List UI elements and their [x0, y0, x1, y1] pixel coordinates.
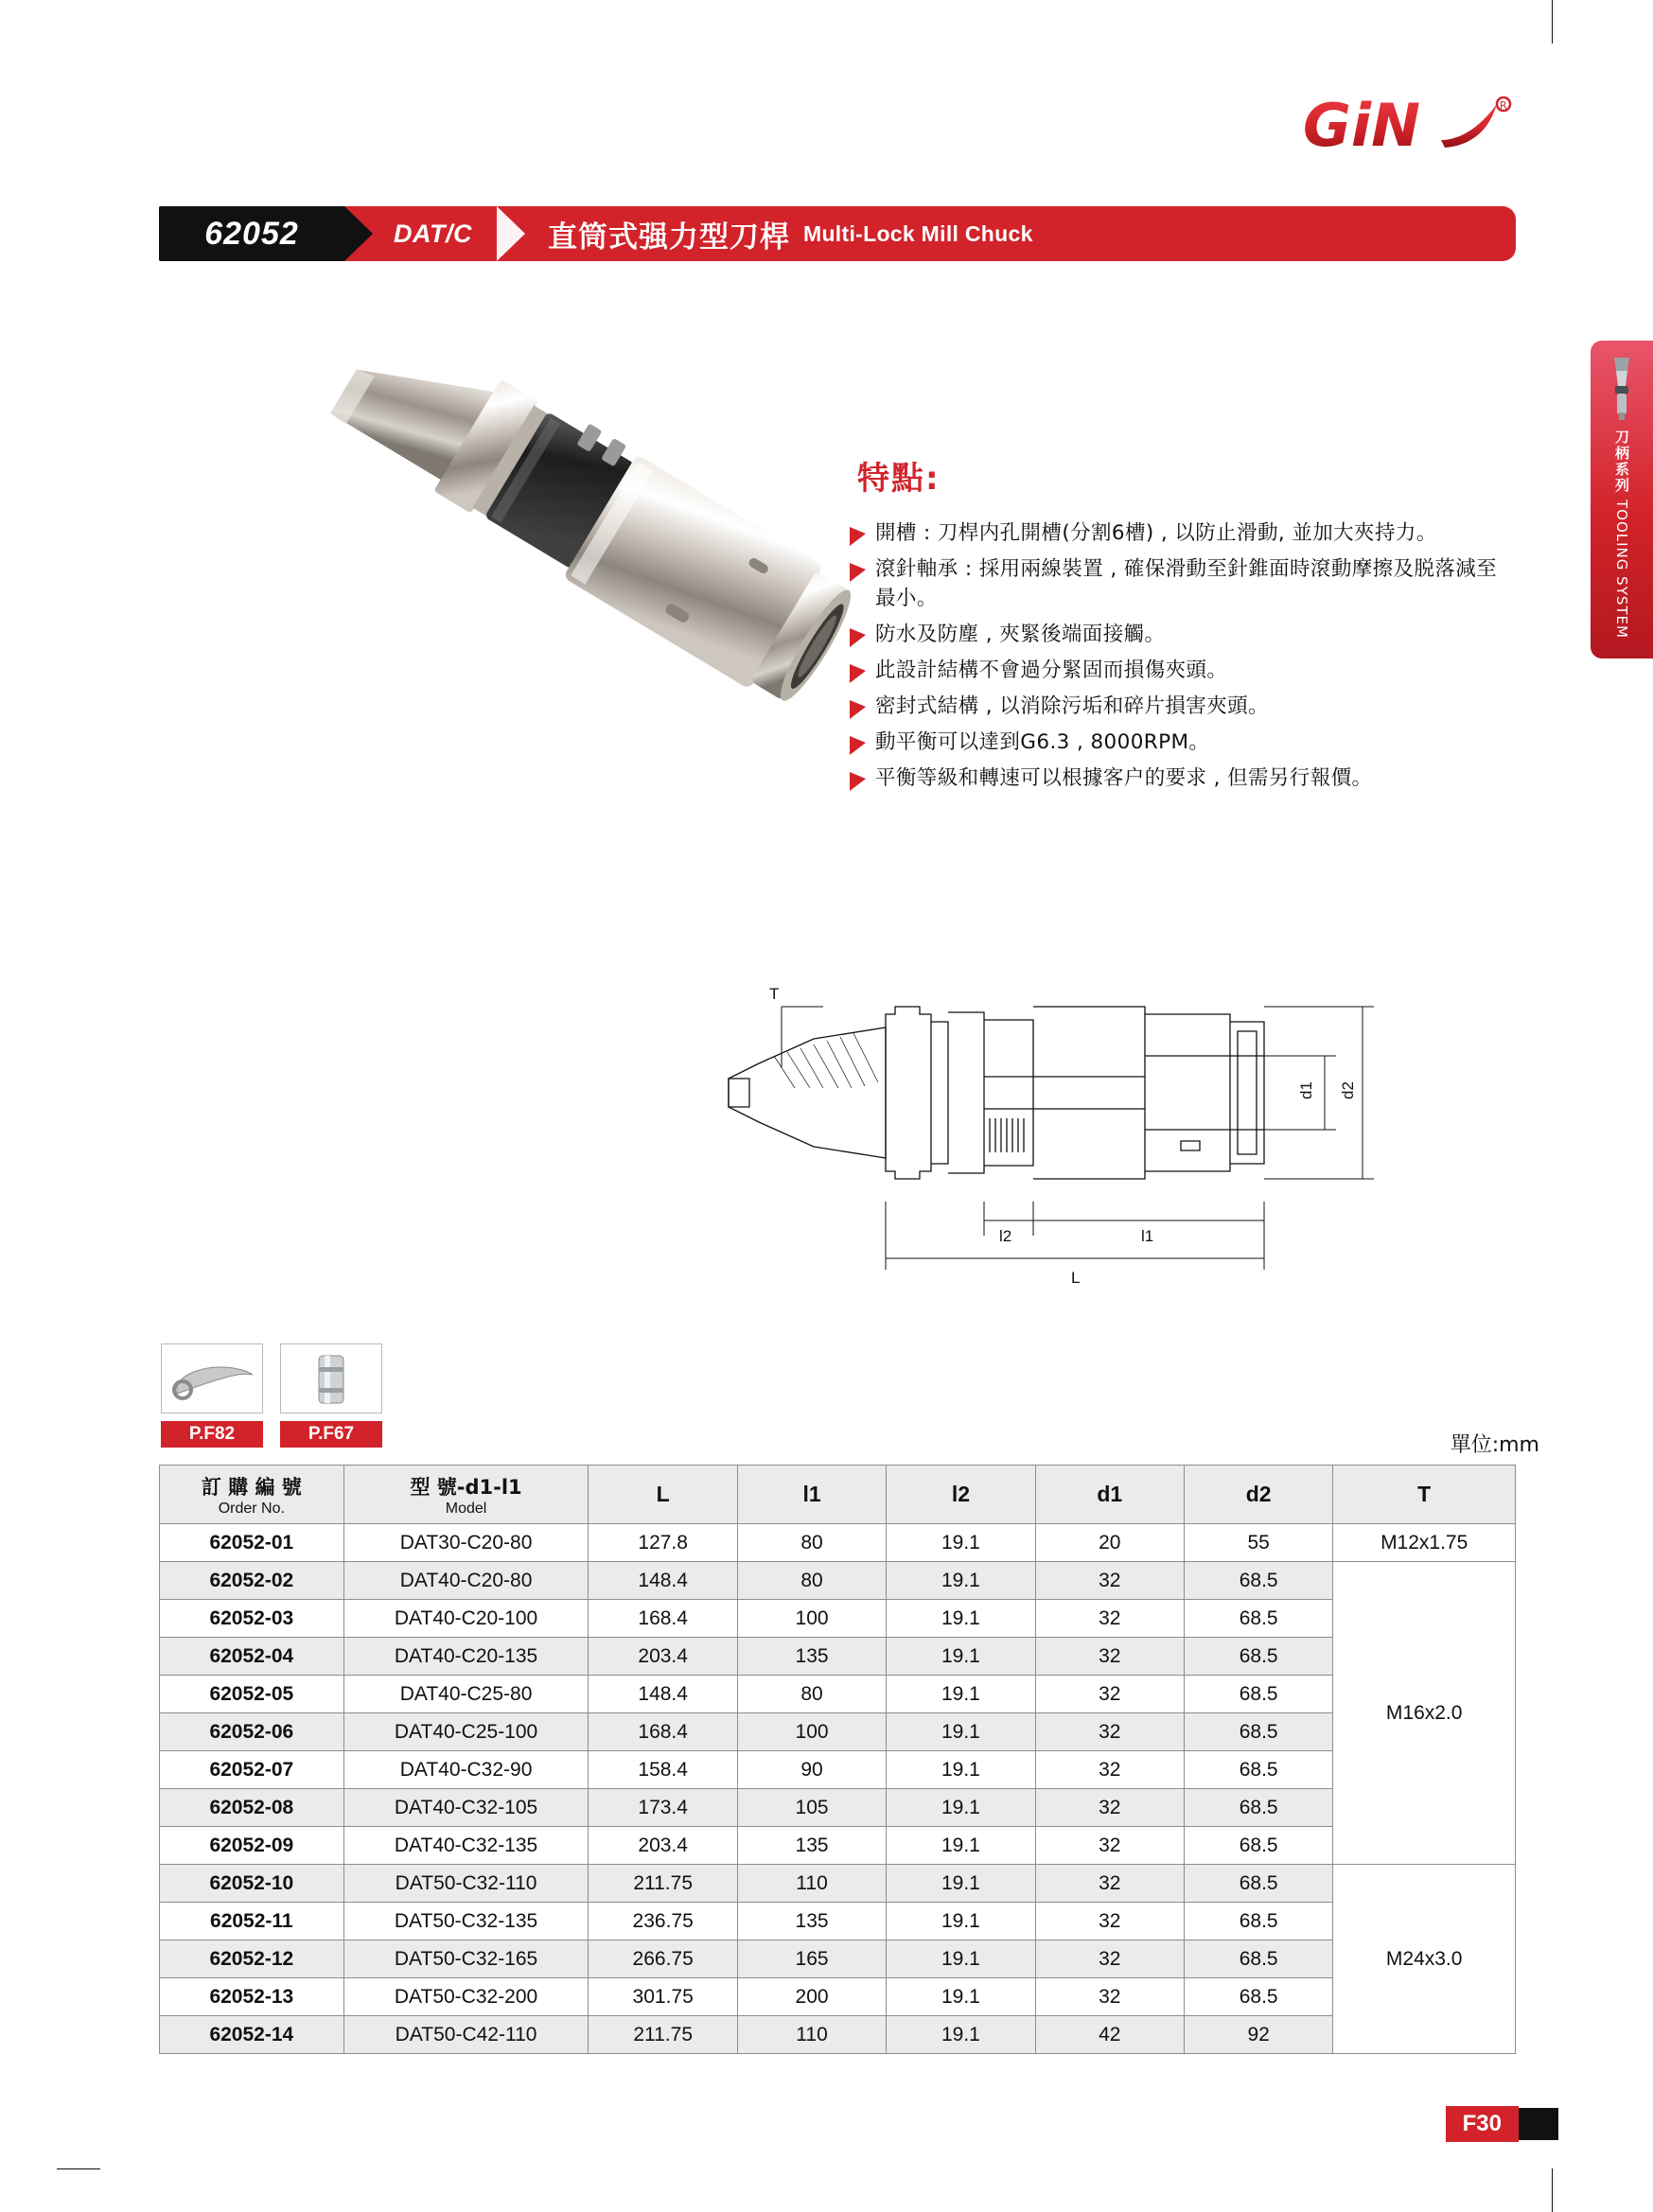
th-order-no: 訂 購 編 號 Order No. [160, 1466, 344, 1524]
th-d1: d1 [1035, 1466, 1184, 1524]
cell-d2: 68.5 [1184, 1940, 1332, 1978]
cell-d2: 68.5 [1184, 1789, 1332, 1827]
title-english: Multi-Lock Mill Chuck [803, 220, 1033, 246]
cell-L: 236.75 [589, 1903, 737, 1940]
cell-l2: 19.1 [887, 1713, 1035, 1751]
cell-d2: 68.5 [1184, 1600, 1332, 1638]
cell-l1: 80 [737, 1676, 886, 1713]
cell-l2: 19.1 [887, 1524, 1035, 1562]
cell-l2: 19.1 [887, 1903, 1035, 1940]
svg-text:d1: d1 [1297, 1081, 1315, 1099]
cell-model: DAT50-C32-110 [343, 1865, 589, 1903]
cell-d1: 32 [1035, 1676, 1184, 1713]
feature-text: 防水及防塵 , 夾緊後端面接觸。 [875, 623, 1166, 646]
accessories [161, 1343, 382, 1448]
cell-d1: 32 [1035, 1940, 1184, 1978]
bullet-icon [850, 736, 866, 755]
cell-order-no: 62052-08 [160, 1789, 344, 1827]
cell-order-no: 62052-10 [160, 1865, 344, 1903]
cell-T: M24x3.0 [1333, 1865, 1516, 2054]
cell-d2: 92 [1184, 2016, 1332, 2054]
cell-l2: 19.1 [887, 1751, 1035, 1789]
cell-l2: 19.1 [887, 1600, 1035, 1638]
cell-model: DAT40-C25-80 [343, 1676, 589, 1713]
cell-T: M16x2.0 [1333, 1562, 1516, 1865]
cell-model: DAT40-C32-105 [343, 1789, 589, 1827]
cell-order-no: 62052-04 [160, 1638, 344, 1676]
cell-d2: 68.5 [1184, 1903, 1332, 1940]
table-row [160, 1600, 1516, 1638]
table-row [160, 1713, 1516, 1751]
cell-d2: 68.5 [1184, 1713, 1332, 1751]
cell-d2: 68.5 [1184, 1978, 1332, 2016]
side-tab-label-cn: 刀柄系列 [1613, 430, 1630, 494]
series-arrow-outline-icon [497, 206, 525, 261]
accessory-tag-collet[interactable]: P.F67 [280, 1421, 382, 1448]
features-heading: 特點: [857, 460, 941, 498]
feature-item [850, 620, 1512, 649]
cell-order-no: 62052-06 [160, 1713, 344, 1751]
cell-L: 173.4 [589, 1789, 737, 1827]
table-row [160, 1865, 1516, 1903]
cell-l2: 19.1 [887, 1978, 1035, 2016]
code-arrow-icon [344, 206, 373, 261]
features-list [850, 518, 1512, 799]
bullet-icon [850, 664, 866, 683]
svg-text:GiN: GiN [1303, 91, 1421, 160]
cell-model: DAT40-C25-100 [343, 1713, 589, 1751]
cell-L: 148.4 [589, 1676, 737, 1713]
page-number: F30 [1446, 2106, 1519, 2142]
cell-model: DAT40-C20-80 [343, 1562, 589, 1600]
table-row [160, 1940, 1516, 1978]
table-row [160, 1562, 1516, 1600]
cell-d2: 55 [1184, 1524, 1332, 1562]
title-bar [159, 206, 1516, 261]
cell-L: 266.75 [589, 1940, 737, 1978]
svg-text:l1: l1 [1141, 1227, 1154, 1245]
product-code: 62052 [159, 206, 344, 261]
cell-L: 301.75 [589, 1978, 737, 2016]
side-tab-label-en: TOOLING SYSTEM [1613, 500, 1630, 639]
side-tab[interactable] [1591, 341, 1653, 658]
cell-d1: 32 [1035, 1638, 1184, 1676]
cell-d1: 32 [1035, 1827, 1184, 1865]
cell-L: 148.4 [589, 1562, 737, 1600]
cell-order-no: 62052-11 [160, 1903, 344, 1940]
cell-d1: 42 [1035, 2016, 1184, 2054]
cell-d1: 32 [1035, 1751, 1184, 1789]
cell-d2: 68.5 [1184, 1751, 1332, 1789]
cell-d1: 32 [1035, 1978, 1184, 2016]
th-l1: l1 [737, 1466, 886, 1524]
feature-item [850, 692, 1512, 721]
crop-mark [1552, 2168, 1553, 2212]
cell-model: DAT50-C32-200 [343, 1978, 589, 2016]
unit-note: 單位:mm [1450, 1433, 1539, 1457]
cell-l2: 19.1 [887, 1676, 1035, 1713]
cell-l2: 19.1 [887, 1865, 1035, 1903]
th-d2: d2 [1184, 1466, 1332, 1524]
cell-model: DAT50-C42-110 [343, 2016, 589, 2054]
cell-l1: 80 [737, 1524, 886, 1562]
table-row [160, 1524, 1516, 1562]
cell-L: 203.4 [589, 1638, 737, 1676]
feature-item [850, 656, 1512, 685]
cell-L: 168.4 [589, 1600, 737, 1638]
feature-text: 開槽 : 刀桿内孔開槽(分割6槽) , 以防止滑動, 並加大夾持力。 [875, 521, 1437, 545]
cell-L: 211.75 [589, 1865, 737, 1903]
cell-l1: 110 [737, 1865, 886, 1903]
technical-drawing [700, 965, 1514, 1343]
cell-l1: 90 [737, 1751, 886, 1789]
cell-order-no: 62052-05 [160, 1676, 344, 1713]
brand-logo [1303, 91, 1558, 160]
accessory-image-wrench [161, 1343, 263, 1413]
cell-order-no: 62052-14 [160, 2016, 344, 2054]
cell-model: DAT40-C32-135 [343, 1827, 589, 1865]
page-footer [1446, 2106, 1558, 2142]
table-row [160, 1789, 1516, 1827]
accessory-tag-wrench[interactable]: P.F82 [161, 1421, 263, 1448]
cell-order-no: 62052-13 [160, 1978, 344, 2016]
cell-order-no: 62052-12 [160, 1940, 344, 1978]
cell-model: DAT40-C32-90 [343, 1751, 589, 1789]
cell-l2: 19.1 [887, 1789, 1035, 1827]
th-l2: l2 [887, 1466, 1035, 1524]
table-row [160, 1903, 1516, 1940]
cell-l2: 19.1 [887, 1940, 1035, 1978]
cell-d2: 68.5 [1184, 1676, 1332, 1713]
bullet-icon [850, 772, 866, 791]
feature-text: 此設計結構不會過分緊固而損傷夾頭。 [875, 658, 1228, 682]
cell-l1: 135 [737, 1827, 886, 1865]
crop-mark [57, 2168, 100, 2169]
cell-L: 168.4 [589, 1713, 737, 1751]
table-row [160, 1638, 1516, 1676]
table-row [160, 1676, 1516, 1713]
crop-mark [1552, 0, 1553, 44]
svg-text:L: L [1071, 1269, 1081, 1287]
cell-order-no: 62052-07 [160, 1751, 344, 1789]
cell-d2: 68.5 [1184, 1827, 1332, 1865]
cell-model: DAT40-C20-135 [343, 1638, 589, 1676]
cell-d1: 32 [1035, 1789, 1184, 1827]
dim-label-T: T [769, 985, 780, 1003]
cell-d1: 32 [1035, 1713, 1184, 1751]
table-row [160, 1751, 1516, 1789]
cell-l2: 19.1 [887, 1562, 1035, 1600]
accessory-image-collet [280, 1343, 382, 1413]
cell-order-no: 62052-09 [160, 1827, 344, 1865]
cell-d1: 32 [1035, 1600, 1184, 1638]
cell-d2: 68.5 [1184, 1638, 1332, 1676]
cell-L: 203.4 [589, 1827, 737, 1865]
table-header-row [160, 1466, 1516, 1524]
cell-model: DAT40-C20-100 [343, 1600, 589, 1638]
cell-l1: 135 [737, 1638, 886, 1676]
cell-d1: 32 [1035, 1865, 1184, 1903]
cell-d1: 20 [1035, 1524, 1184, 1562]
bullet-icon [850, 700, 866, 719]
table-body [160, 1524, 1516, 2054]
cell-T: M12x1.75 [1333, 1524, 1516, 1562]
th-model: 型 號-d1-l1 Model [343, 1466, 589, 1524]
feature-item [850, 728, 1512, 757]
feature-text: 動平衡可以達到G6.3 , 8000RPM。 [875, 730, 1210, 754]
cell-model: DAT30-C20-80 [343, 1524, 589, 1562]
toolholder-thumb-icon [1603, 354, 1641, 420]
feature-text: 平衡等級和轉速可以根據客户的要求 , 但需另行報價。 [875, 766, 1373, 790]
cell-l1: 100 [737, 1600, 886, 1638]
cell-l1: 200 [737, 1978, 886, 2016]
cell-l1: 100 [737, 1713, 886, 1751]
th-T: T [1333, 1466, 1516, 1524]
gin-logo-icon [1303, 91, 1558, 163]
footer-block [1519, 2108, 1558, 2140]
cell-d1: 32 [1035, 1903, 1184, 1940]
feature-text: 滾針軸承 : 採用兩線裝置 , 確保滑動至針錐面時滾動摩擦及脱落減至最小。 [875, 557, 1498, 610]
cell-l2: 19.1 [887, 1638, 1035, 1676]
cell-l1: 135 [737, 1903, 886, 1940]
cell-l1: 105 [737, 1789, 886, 1827]
feature-item [850, 518, 1512, 548]
cell-order-no: 62052-01 [160, 1524, 344, 1562]
feature-text: 密封式結構 , 以消除污垢和碎片損害夾頭。 [875, 694, 1269, 718]
cell-model: DAT50-C32-165 [343, 1940, 589, 1978]
svg-text:d2: d2 [1339, 1081, 1357, 1099]
cell-l1: 110 [737, 2016, 886, 2054]
cell-d2: 68.5 [1184, 1562, 1332, 1600]
table-row [160, 1827, 1516, 1865]
table-row [160, 2016, 1516, 2054]
cell-L: 127.8 [589, 1524, 737, 1562]
cell-l2: 19.1 [887, 1827, 1035, 1865]
series-label: DAT/C [394, 219, 472, 248]
product-photo [194, 312, 875, 937]
svg-text:R: R [1500, 99, 1507, 112]
th-L: L [589, 1466, 737, 1524]
cell-order-no: 62052-02 [160, 1562, 344, 1600]
table-row [160, 1978, 1516, 2016]
bullet-icon [850, 563, 866, 582]
cell-d2: 68.5 [1184, 1865, 1332, 1903]
cell-L: 158.4 [589, 1751, 737, 1789]
cell-l1: 80 [737, 1562, 886, 1600]
bullet-icon [850, 527, 866, 546]
cell-l1: 165 [737, 1940, 886, 1978]
cell-order-no: 62052-03 [160, 1600, 344, 1638]
feature-item [850, 764, 1512, 793]
cell-l2: 19.1 [887, 2016, 1035, 2054]
bullet-icon [850, 628, 866, 647]
cell-L: 211.75 [589, 2016, 737, 2054]
cell-model: DAT50-C32-135 [343, 1903, 589, 1940]
cell-d1: 32 [1035, 1562, 1184, 1600]
feature-item [850, 554, 1512, 613]
svg-text:l2: l2 [999, 1227, 1012, 1245]
spec-table [159, 1465, 1516, 2054]
title-chinese: 直筒式强力型刀桿 [548, 219, 790, 255]
